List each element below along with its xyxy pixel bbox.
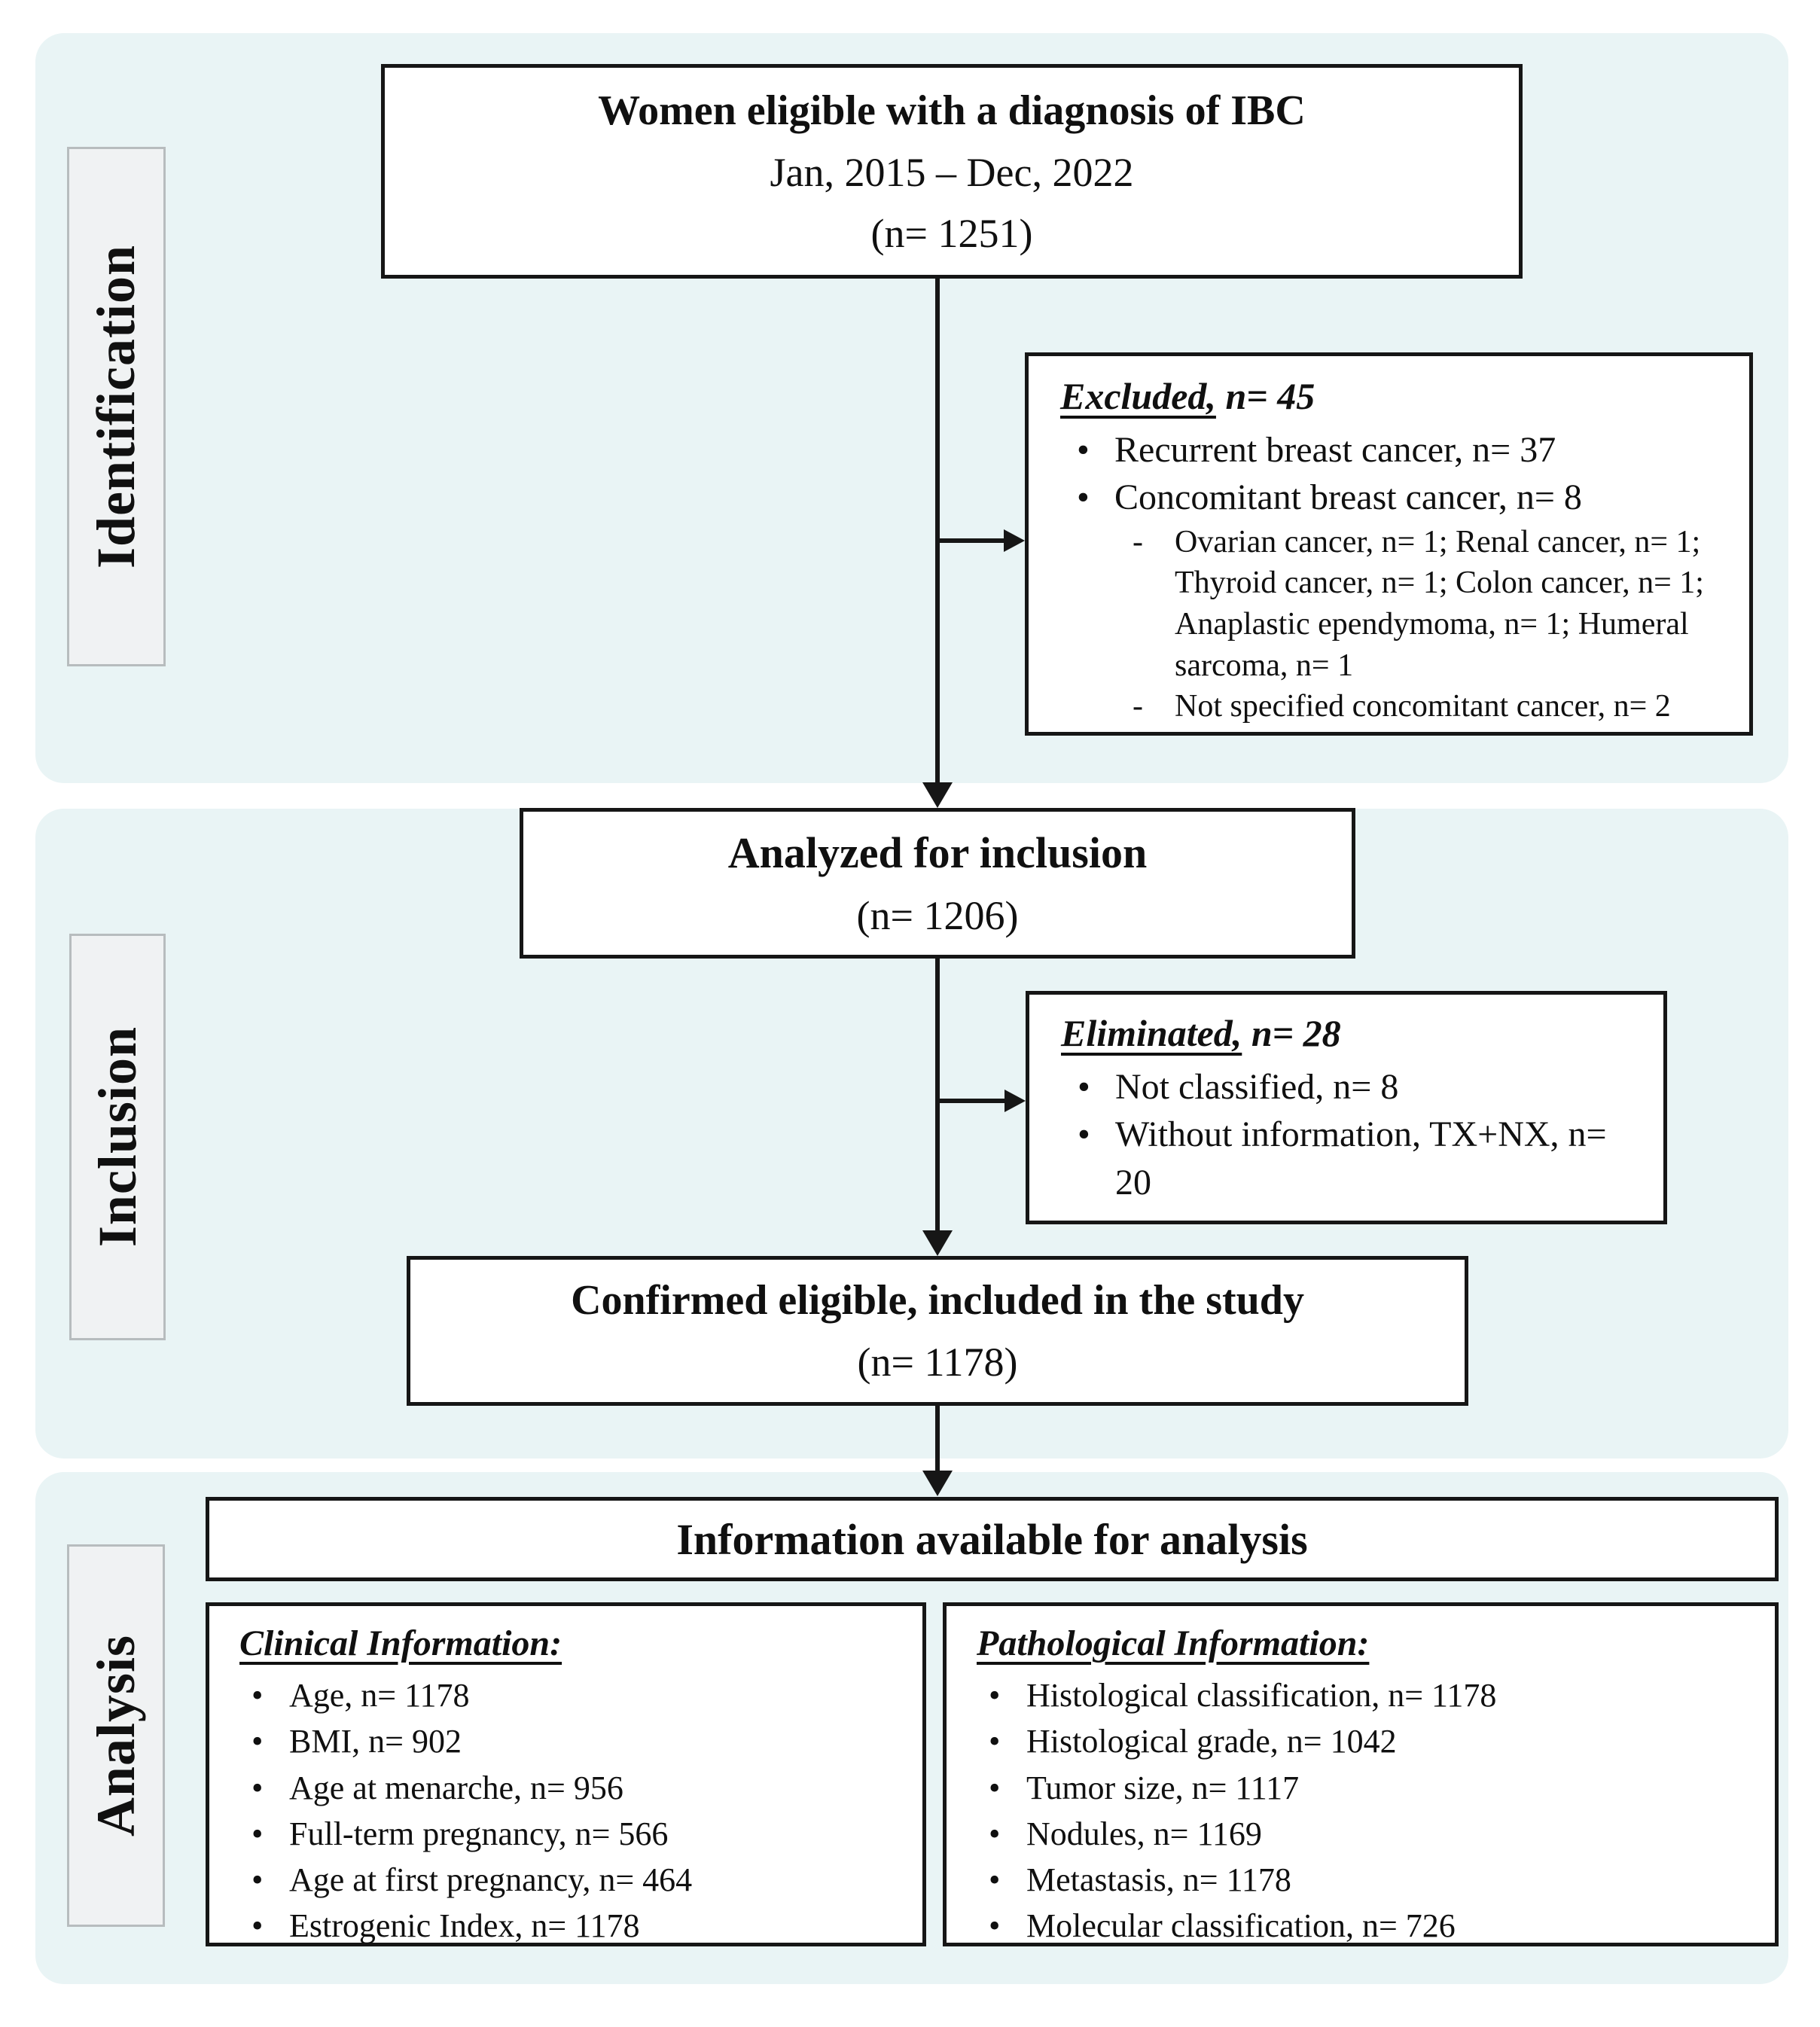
stage-label-inclusion <box>69 934 166 1340</box>
pathological-item: • Histological grade, n= 1042 <box>977 1718 1752 1764</box>
arrow-down-icon <box>922 1230 953 1256</box>
box-clinical-heading: Clinical Information: <box>239 1623 562 1663</box>
clinical-item: • Age at first pregnancy, n= 464 <box>239 1857 900 1903</box>
box-confirmed-title: Confirmed eligible, included in the study <box>571 1277 1304 1324</box>
box-women-eligible-title: Women eligible with a diagnosis of IBC <box>598 87 1306 134</box>
clinical-item: • Age at menarche, n= 956 <box>239 1765 900 1811</box>
box-eliminated <box>1026 991 1667 1224</box>
eliminated-item: • Without information, TX+NX, n= 20 <box>1061 1111 1627 1206</box>
clinical-item: • Full-term pregnancy, n= 566 <box>239 1811 900 1857</box>
box-women-eligible <box>381 64 1523 279</box>
box-analyzed-for-inclusion <box>520 808 1355 959</box>
connector-branch-eliminated <box>935 1099 1007 1103</box>
box-information-available <box>206 1497 1779 1581</box>
pathological-item: • Metastasis, n= 1178 <box>977 1857 1752 1903</box>
stage-label-inclusion-text: Inclusion <box>87 1026 148 1248</box>
arrow-down-icon <box>922 782 953 808</box>
box-excluded <box>1025 352 1753 736</box>
excluded-subitem: - Ovarian cancer, n= 1; Renal cancer, n= 1; Thyroid cancer, n= 1; Colon cancer, n= 1; Anaplastic ependymoma, n= 1; Humeral sarcoma, n= 1 <box>1060 522 1727 686</box>
clinical-item: • BMI, n= 902 <box>239 1718 900 1764</box>
pathological-item: • Histological classification, n= 1178 <box>977 1672 1752 1718</box>
stage-label-analysis <box>67 1544 165 1927</box>
excluded-item: • Concomitant breast cancer, n= 8 <box>1060 474 1727 521</box>
box-information-available-title: Information available for analysis <box>676 1514 1308 1564</box>
excluded-subitem: - Not specified concomitant cancer, n= 2 <box>1060 686 1727 727</box>
box-confirmed-eligible <box>407 1256 1468 1406</box>
pathological-item: • Molecular classification, n= 726 <box>977 1903 1752 1949</box>
box-women-eligible-period: Jan, 2015 – Dec, 2022 <box>770 149 1134 195</box>
box-pathological-heading: Pathological Information: <box>977 1623 1370 1663</box>
box-pathological-information <box>943 1602 1779 1946</box>
pathological-list <box>977 1672 1752 1949</box>
connector-eligible-to-analyzed <box>935 279 940 782</box>
box-clinical-information <box>206 1602 926 1946</box>
arrow-right-icon <box>1005 1090 1026 1112</box>
box-excluded-heading: Excluded, n= 45 <box>1060 375 1315 417</box>
box-analyzed-title: Analyzed for inclusion <box>727 828 1148 877</box>
pathological-item: • Nodules, n= 1169 <box>977 1811 1752 1857</box>
excluded-item: • Recurrent breast cancer, n= 37 <box>1060 426 1727 474</box>
stage-label-identification-text: Identification <box>86 244 146 568</box>
connector-branch-excluded <box>935 538 1007 543</box>
clinical-item: • Age, n= 1178 <box>239 1672 900 1718</box>
connector-analyzed-to-confirmed <box>935 959 940 1233</box>
arrow-right-icon <box>1004 529 1025 552</box>
clinical-list <box>239 1672 900 1949</box>
connector-confirmed-to-analysis <box>935 1406 940 1473</box>
stage-label-analysis-text: Analysis <box>85 1634 146 1837</box>
eliminated-list <box>1061 1063 1627 1206</box>
stage-label-identification <box>67 147 166 666</box>
box-analyzed-count: (n= 1206) <box>856 893 1019 938</box>
clinical-item: • Estrogenic Index, n= 1178 <box>239 1903 900 1949</box>
excluded-list <box>1060 426 1727 727</box>
box-women-eligible-count: (n= 1251) <box>870 210 1033 256</box>
box-confirmed-count: (n= 1178) <box>857 1340 1018 1385</box>
eliminated-item: • Not classified, n= 8 <box>1061 1063 1627 1111</box>
box-eliminated-heading: Eliminated, n= 28 <box>1061 1012 1341 1054</box>
pathological-item: • Tumor size, n= 1117 <box>977 1765 1752 1811</box>
arrow-down-icon <box>922 1471 953 1496</box>
